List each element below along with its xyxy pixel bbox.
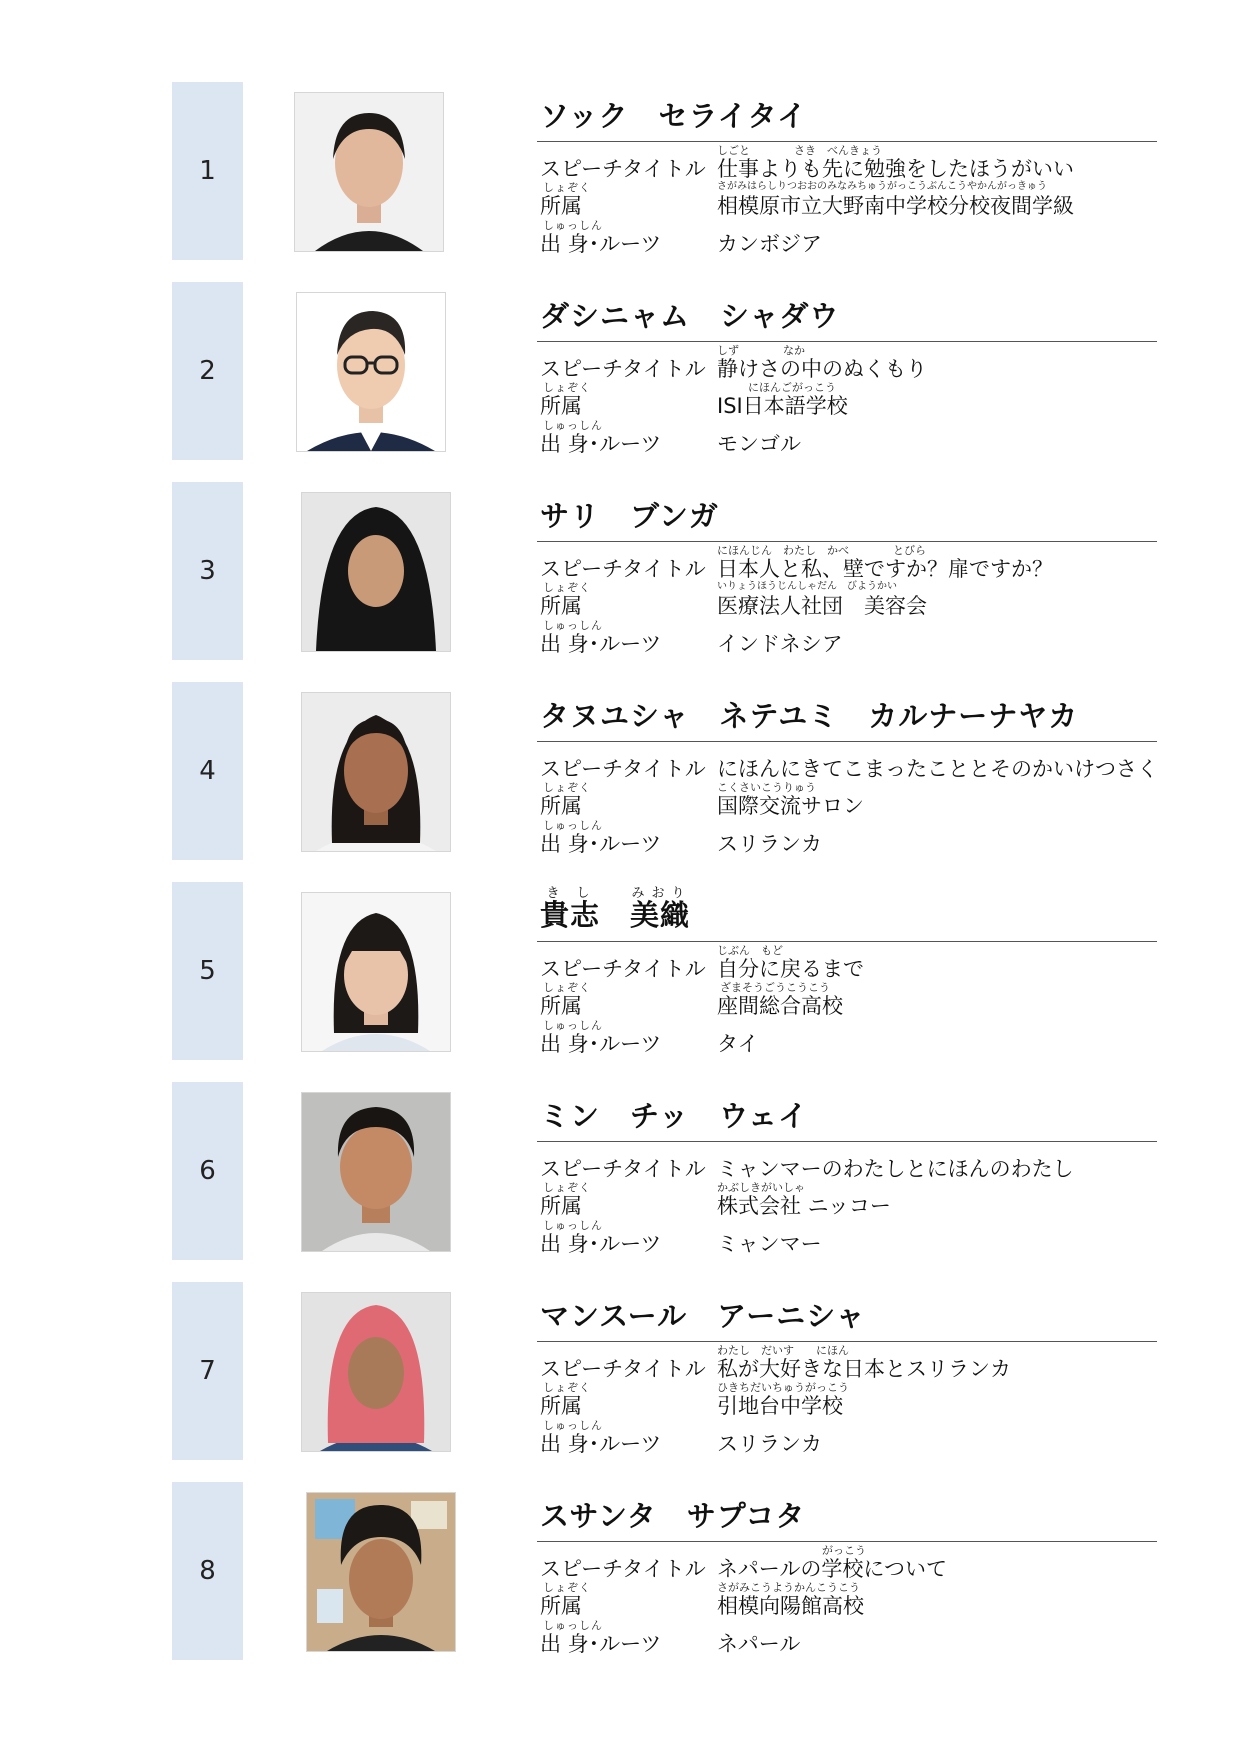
origin-label: 出 身･ルーツ: [540, 1432, 662, 1456]
speech-title-label: スピーチタイトル: [540, 957, 706, 981]
affiliation-label: 所属: [540, 1594, 582, 1618]
origin: スリランカ: [717, 832, 822, 856]
origin: スリランカ: [717, 1432, 822, 1456]
affiliation: 医療法人社団 美容会: [717, 594, 927, 618]
affiliation-label: 所属: [540, 1394, 582, 1418]
affiliation-label: 所属: [540, 194, 582, 218]
origin-label: 出 身･ルーツ: [540, 432, 662, 456]
speech-title: ミャンマーのわたしとにほんのわたし: [717, 1157, 1074, 1181]
speech-title-label: スピーチタイトル: [540, 557, 706, 581]
origin-label: 出 身･ルーツ: [540, 632, 662, 656]
speaker-row: [0, 1282, 1241, 1462]
origin: タイ: [717, 1032, 759, 1056]
speaker-photo: [301, 692, 451, 852]
divider: [537, 1341, 1157, 1342]
divider: [537, 941, 1157, 942]
affiliation-ruby: にほんごがっこう: [748, 381, 836, 394]
divider: [537, 141, 1157, 142]
speech-title: ネパールの学校について: [717, 1557, 947, 1581]
speaker-row: [0, 282, 1241, 462]
affiliation: 国際交流サロン: [717, 794, 864, 818]
speaker-row: [0, 1082, 1241, 1262]
affiliation-label: 所属: [540, 394, 582, 418]
speech-title: 私が大好きな日本とスリランカ: [717, 1357, 1011, 1381]
origin-label-ruby: しゅっしん: [543, 219, 603, 232]
affiliation-label-ruby: しょぞく: [543, 981, 591, 994]
affiliation-label-ruby: しょぞく: [543, 581, 591, 594]
speaker-number: 8: [172, 1482, 243, 1660]
name-part: 美織みおり: [630, 886, 691, 932]
speaker-name: ミン チッ ウェイ: [540, 1099, 808, 1133]
origin-label-ruby: しゅっしん: [543, 1619, 603, 1632]
name-part: 貴志きし: [540, 886, 601, 932]
affiliation-label-ruby: しょぞく: [543, 1181, 591, 1194]
title-ruby: わたし だいす にほん: [717, 1344, 849, 1357]
affiliation-label-ruby: しょぞく: [543, 781, 591, 794]
speaker-photo: [301, 1092, 451, 1252]
affiliation-label-ruby: しょぞく: [543, 181, 591, 194]
divider: [537, 341, 1157, 342]
speaker-name: タヌユシャ ネテユミ カルナーナヤカ: [540, 699, 1079, 733]
title-ruby: にほんじん わたし かべ とびら: [717, 544, 926, 557]
speaker-number: 7: [172, 1282, 243, 1460]
speaker-number: 2: [172, 282, 243, 460]
speech-title-label: スピーチタイトル: [540, 1157, 706, 1181]
title-ruby: しず なか: [717, 344, 805, 357]
speaker-name: サリ ブンガ: [540, 499, 719, 533]
origin-label-ruby: しゅっしん: [543, 819, 603, 832]
speaker-photo: [301, 892, 451, 1052]
divider: [537, 1541, 1157, 1542]
affiliation: 引地台中学校: [717, 1394, 843, 1418]
origin-label: 出 身･ルーツ: [540, 1032, 662, 1056]
affiliation-label: 所属: [540, 594, 582, 618]
origin: カンボジア: [717, 232, 822, 256]
origin: モンゴル: [717, 432, 801, 456]
origin-label-ruby: しゅっしん: [543, 1219, 603, 1232]
speech-title: 仕事よりも先に勉強をしたほうがいい: [717, 157, 1074, 181]
affiliation-ruby: ざまそうごうこうこう: [720, 981, 830, 994]
speaker-number: 4: [172, 682, 243, 860]
affiliation-ruby: さがみはらしりつおおのみなみちゅうがっこうぶんこうやかんがっきゅう: [717, 181, 1047, 192]
speaker-row: [0, 882, 1241, 1062]
affiliation-label: 所属: [540, 1194, 582, 1218]
title-ruby: しごと さき べんきょう: [717, 144, 882, 157]
origin-label: 出 身･ルーツ: [540, 232, 662, 256]
speaker-photo: [306, 1492, 456, 1652]
speaker-name: [540, 886, 690, 934]
speaker-row: [0, 682, 1241, 862]
affiliation-ruby: ひきちだいちゅうがっこう: [717, 1381, 849, 1394]
speaker-row: [0, 1482, 1241, 1662]
origin-label: 出 身･ルーツ: [540, 832, 662, 856]
origin-label-ruby: しゅっしん: [543, 419, 603, 432]
speaker-photo: [296, 292, 446, 452]
speaker-name: スサンタ サプコタ: [540, 1499, 806, 1533]
speaker-name: ダシニャム シャダウ: [540, 299, 840, 333]
speech-title: 自分に戻るまで: [717, 957, 864, 981]
affiliation: ISI日本語学校: [717, 394, 848, 418]
divider: [537, 541, 1157, 542]
speaker-number: 3: [172, 482, 243, 660]
speaker-number: 5: [172, 882, 243, 1060]
affiliation-label-ruby: しょぞく: [543, 1381, 591, 1394]
affiliation-ruby: かぶしきがいしゃ: [717, 1181, 805, 1194]
speaker-photo: [294, 92, 444, 252]
origin: ネパール: [717, 1632, 801, 1656]
affiliation: 相模向陽館高校: [717, 1594, 864, 1618]
divider: [537, 1141, 1157, 1142]
speech-title: 日本人と私、壁ですか？扉ですか？: [717, 557, 1053, 581]
speaker-number: 6: [172, 1082, 243, 1260]
affiliation-ruby: こくさいこうりゅう: [717, 781, 816, 794]
speech-title-label: スピーチタイトル: [540, 757, 706, 781]
speaker-photo: [301, 492, 451, 652]
affiliation-label: 所属: [540, 994, 582, 1018]
affiliation-label: 所属: [540, 794, 582, 818]
origin-label: 出 身･ルーツ: [540, 1232, 662, 1256]
speech-title-label: スピーチタイトル: [540, 1557, 706, 1581]
title-ruby: じぶん もど: [717, 944, 783, 957]
affiliation: 相模原市立大野南中学校分校夜間学級: [717, 194, 1074, 218]
affiliation: 座間総合高校: [717, 994, 843, 1018]
affiliation-label-ruby: しょぞく: [543, 1581, 591, 1594]
affiliation-ruby: さがみこうようかんこうこう: [717, 1581, 860, 1594]
speech-title-label: スピーチタイトル: [540, 157, 706, 181]
origin-label: 出 身･ルーツ: [540, 1632, 662, 1656]
speaker-number: 1: [172, 82, 243, 260]
origin: インドネシア: [717, 632, 843, 656]
speaker-row: [0, 482, 1241, 662]
speech-title-label: スピーチタイトル: [540, 357, 706, 381]
origin-label-ruby: しゅっしん: [543, 619, 603, 632]
origin-label-ruby: しゅっしん: [543, 1019, 603, 1032]
origin: ミャンマー: [717, 1232, 822, 1256]
title-ruby: がっこう: [822, 1544, 866, 1557]
speech-title-label: スピーチタイトル: [540, 1357, 706, 1381]
affiliation: 株式会社 ニッコー: [717, 1194, 891, 1218]
speaker-photo: [301, 1292, 451, 1452]
speaker-name: ソック セライタイ: [540, 99, 808, 133]
affiliation-label-ruby: しょぞく: [543, 381, 591, 394]
speaker-name: マンスール アーニシャ: [540, 1299, 866, 1333]
speech-title: 静けさの中のぬくもり: [717, 357, 927, 381]
speaker-row: [0, 82, 1241, 262]
divider: [537, 741, 1157, 742]
speech-title: にほんにきてこまったこととそのかいけつさく: [717, 757, 1158, 781]
affiliation-ruby: いりょうほうじんしゃだん びようかい: [717, 581, 897, 592]
origin-label-ruby: しゅっしん: [543, 1419, 603, 1432]
